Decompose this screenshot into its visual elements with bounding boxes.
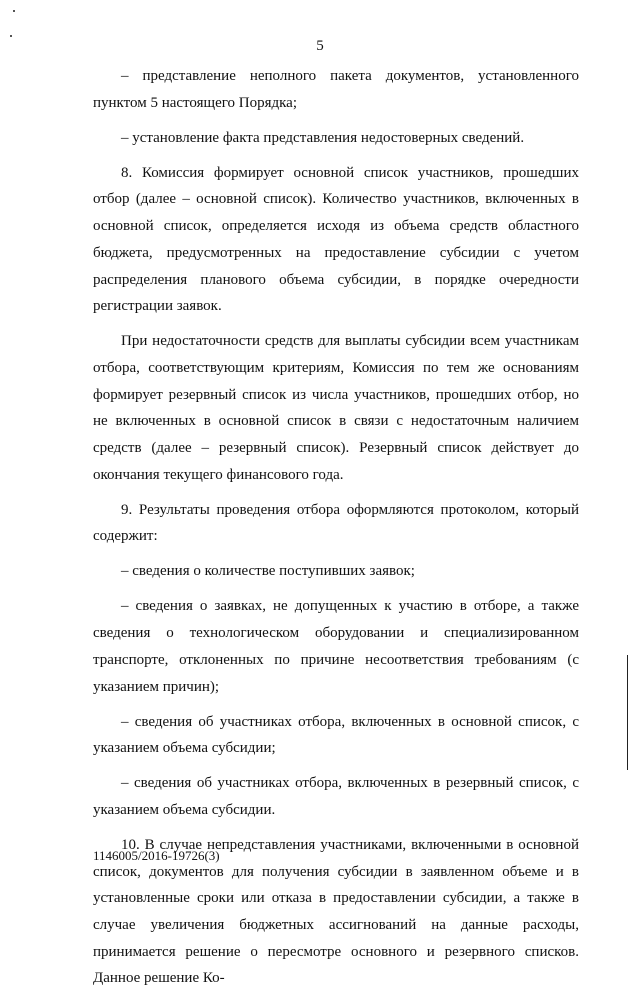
list-item-incomplete-documents: – представление неполного пакета документов, установленного пунктом 5 настоящего Порядка; bbox=[93, 68, 579, 111]
page-number: 5 bbox=[316, 38, 324, 54]
clause-9-protocol: 9. Результаты проведения отбора оформляются протоколом, который содержит: bbox=[93, 501, 579, 545]
list-item-reserve-list-participants: – сведения об участниках отбора, включенных в резервный список, с указанием объема субсидии. bbox=[93, 775, 579, 818]
scan-artifact-dot bbox=[10, 35, 12, 37]
document-footer-code: 1146005/2016-19726(3) bbox=[93, 848, 220, 863]
clause-10-revision: 10. В случае непредставления участниками, включенными в основной список, документов для получения субсидии в заявленном объеме и в установленные сроки или отказа в предоставлении субсидии, а также в случае увеличения бюджетных ассигнований на данные расходы, принимается решение о пересмотре основного и резервного списков. Данное решение Ко- bbox=[93, 836, 579, 987]
scan-artifact-dot bbox=[13, 10, 15, 12]
list-item-false-information: – установление факта представления недостоверных сведений. bbox=[121, 129, 525, 146]
clause-8-reserve-list: При недостаточности средств для выплаты субсидии всем участникам отбора, соответствующим критериям, Комиссия по тем же основаниям формирует резервный список из числа участников, прошедших отбор, но не включенных в основной список в связи с недостаточным наличием средств (далее – резервный список). Резервный список действует до окончания текущего финансового года. bbox=[93, 333, 579, 483]
scan-artifact-edge-line bbox=[627, 655, 628, 770]
list-item-rejected-applications: – сведения о заявках, не допущенных к участию в отборе, а также сведения о технологическом оборудовании и специализированном транспорте, отклоненных по причине несоответствия требованиям (с указанием причин); bbox=[93, 598, 579, 695]
list-item-applications-count: – сведения о количестве поступивших заявок; bbox=[121, 563, 415, 580]
clause-8-main-list: 8. Комиссия формирует основной список участников, прошедших отбор (далее – основной список). Количество участников, включенных в основной список, определяется исходя из объема средств областного бюджета, предусмотренных на предоставление субсидии с учетом распределения планового объема субсидии, в порядке очередности регистрации заявок. bbox=[93, 164, 579, 315]
list-item-main-list-participants: – сведения об участниках отбора, включенных в основной список, с указанием объема субсидии; bbox=[93, 713, 579, 757]
